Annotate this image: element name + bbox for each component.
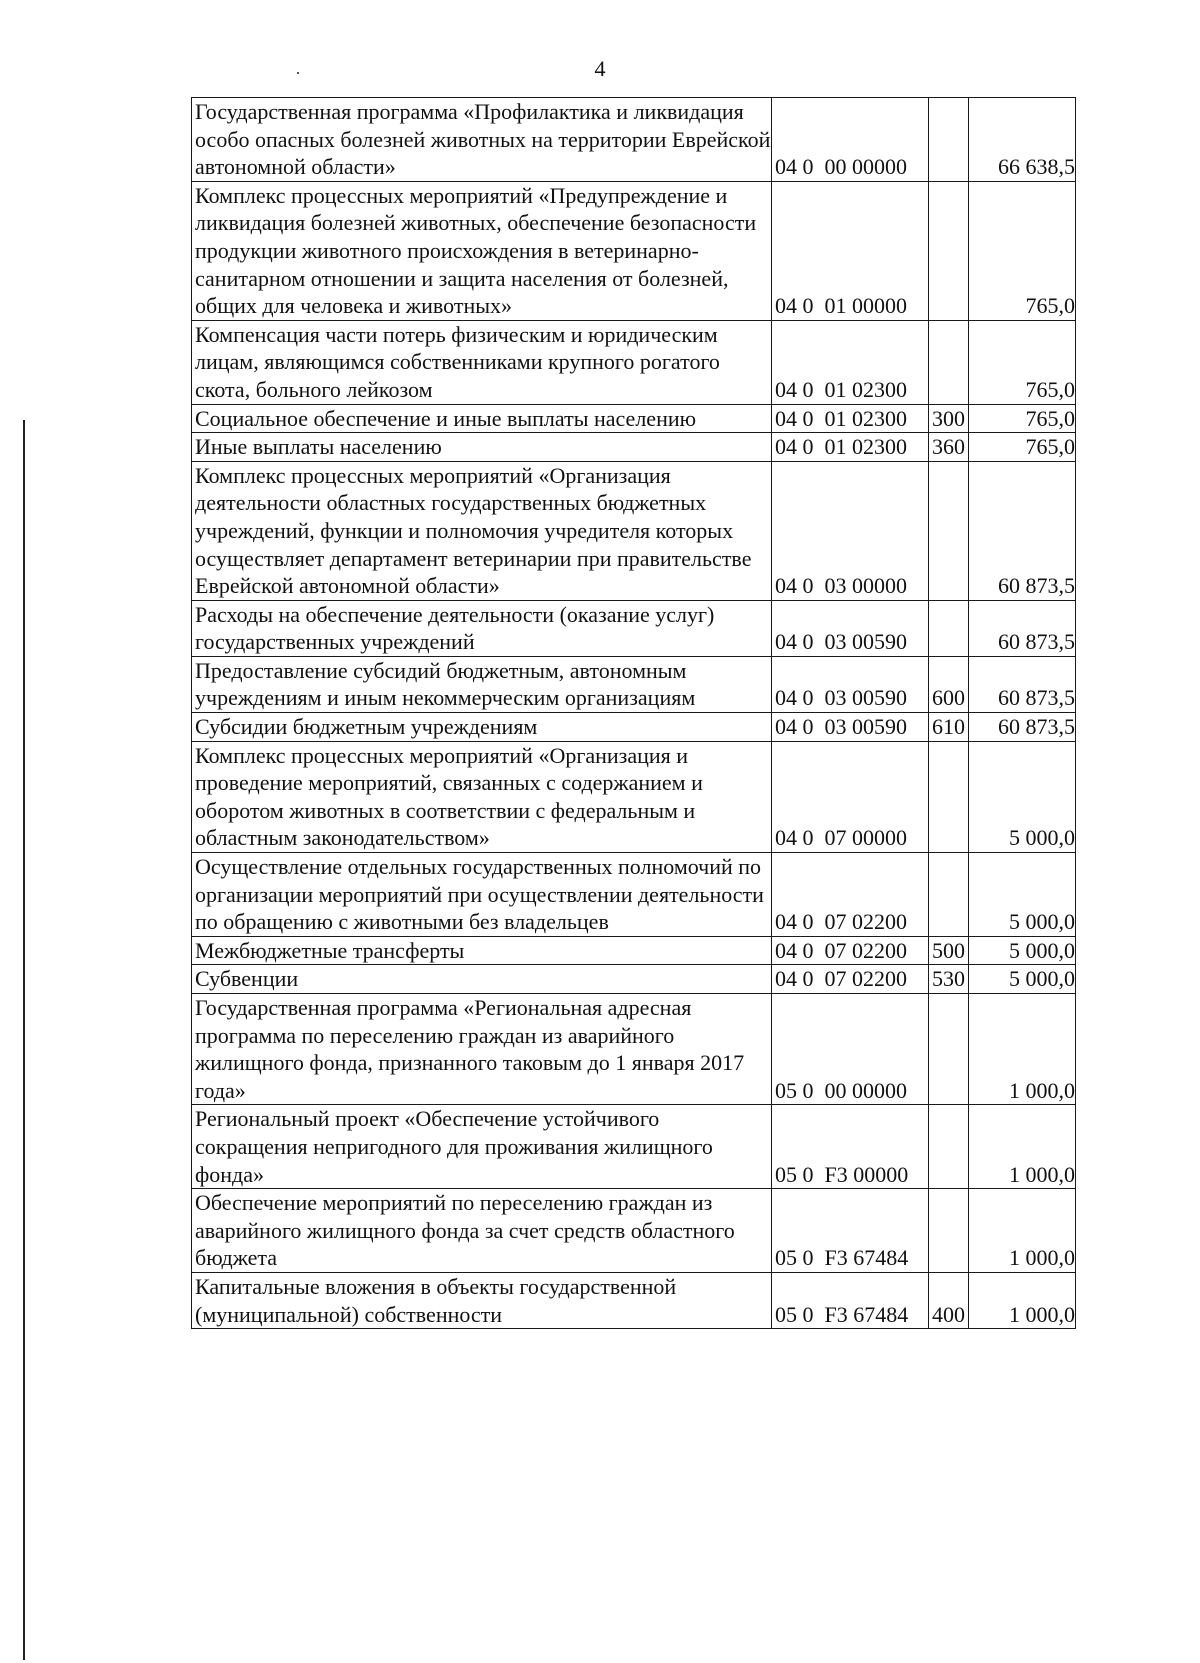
row-expense-type-cell (929, 600, 969, 656)
row-expense-type-cell: 600 (929, 656, 969, 712)
row-expense-type-cell (929, 461, 969, 600)
row-expense-type-cell (929, 98, 969, 182)
row-name-cell: Осуществление отдельных государственных полномочий по организации мероприятий при осуществлении деятельности по обращению с животными без владельцев (192, 853, 772, 937)
row-expense-type-cell: 530 (929, 965, 969, 994)
table-row (192, 936, 1076, 965)
table-row (192, 461, 1076, 600)
row-target-code-cell: 04 0 01 02300 (772, 320, 929, 404)
row-name-cell: Региональный проект «Обеспечение устойчивого сокращения непригодного для проживания жилищного фонда» (192, 1105, 772, 1189)
row-name-cell: Расходы на обеспечение деятельности (оказание услуг) государственных учреждений (192, 600, 772, 656)
row-target-code-cell: 04 0 03 00000 (772, 461, 929, 600)
row-amount-cell: 60 873,5 (969, 656, 1076, 712)
row-target-code-cell: 04 0 03 00590 (772, 713, 929, 742)
table-row (192, 994, 1076, 1105)
row-expense-type-cell: 300 (929, 404, 969, 433)
row-amount-cell: 765,0 (969, 181, 1076, 320)
row-expense-type-cell (929, 1189, 969, 1273)
row-target-code-cell: 04 0 01 02300 (772, 433, 929, 462)
row-target-code-cell: 04 0 01 02300 (772, 404, 929, 433)
row-name-cell: Обеспечение мероприятий по переселению граждан из аварийного жилищного фонда за счет средств областного бюджета (192, 1189, 772, 1273)
row-name-cell: Иные выплаты населению (192, 433, 772, 462)
table-row (192, 1272, 1076, 1328)
row-target-code-cell: 05 0 F3 67484 (772, 1189, 929, 1273)
row-name-cell: Субсидии бюджетным учреждениям (192, 713, 772, 742)
row-amount-cell: 765,0 (969, 404, 1076, 433)
row-expense-type-cell: 400 (929, 1272, 969, 1328)
row-amount-cell: 5 000,0 (969, 741, 1076, 852)
row-expense-type-cell (929, 741, 969, 852)
table-row (192, 656, 1076, 712)
row-target-code-cell: 05 0 F3 67484 (772, 1272, 929, 1328)
row-target-code-cell: 04 0 07 02200 (772, 965, 929, 994)
row-amount-cell: 66 638,5 (969, 98, 1076, 182)
row-expense-type-cell: 360 (929, 433, 969, 462)
budget-table-body (192, 98, 1076, 1329)
row-target-code-cell: 05 0 F3 00000 (772, 1105, 929, 1189)
row-expense-type-cell: 500 (929, 936, 969, 965)
row-name-cell: Капитальные вложения в объекты государственной (муниципальной) собственности (192, 1272, 772, 1328)
row-amount-cell: 60 873,5 (969, 600, 1076, 656)
row-amount-cell: 5 000,0 (969, 853, 1076, 937)
row-amount-cell: 1 000,0 (969, 1105, 1076, 1189)
row-name-cell: Предоставление субсидий бюджетным, автономным учреждениям и иным некоммерческим организациям (192, 656, 772, 712)
row-expense-type-cell (929, 994, 969, 1105)
row-name-cell: Государственная программа «Региональная адресная программа по переселению граждан из аварийного жилищного фонда, признанного таковым до 1 января 2017 года» (192, 994, 772, 1105)
table-row (192, 713, 1076, 742)
row-expense-type-cell (929, 1105, 969, 1189)
row-name-cell: Компенсация части потерь физическим и юридическим лицам, являющимся собственниками крупного рогатого скота, больного лейкозом (192, 320, 772, 404)
row-expense-type-cell (929, 853, 969, 937)
row-target-code-cell: 04 0 01 00000 (772, 181, 929, 320)
table-row (192, 181, 1076, 320)
row-target-code-cell: 04 0 07 00000 (772, 741, 929, 852)
page-number: 4 (594, 56, 606, 81)
row-target-code-cell: 05 0 00 00000 (772, 994, 929, 1105)
row-target-code-cell: 04 0 07 02200 (772, 936, 929, 965)
row-expense-type-cell (929, 320, 969, 404)
row-amount-cell: 1 000,0 (969, 994, 1076, 1105)
row-amount-cell: 60 873,5 (969, 461, 1076, 600)
row-expense-type-cell (929, 181, 969, 320)
row-name-cell: Социальное обеспечение и иные выплаты населению (192, 404, 772, 433)
row-target-code-cell: 04 0 07 02200 (772, 853, 929, 937)
table-row (192, 965, 1076, 994)
row-amount-cell: 1 000,0 (969, 1189, 1076, 1273)
row-name-cell: Комплекс процессных мероприятий «Организация и проведение мероприятий, связанных с содержанием и оборотом животных в соответствии с федеральным и областным законодательством» (192, 741, 772, 852)
row-name-cell: Государственная программа «Профилактика и ликвидация особо опасных болезней животных на территории Еврейской автономной области» (192, 98, 772, 182)
table-row (192, 853, 1076, 937)
table-row (192, 320, 1076, 404)
scan-margin-line (23, 420, 25, 1660)
table-row (192, 433, 1076, 462)
row-amount-cell: 1 000,0 (969, 1272, 1076, 1328)
table-row (192, 404, 1076, 433)
row-amount-cell: 60 873,5 (969, 713, 1076, 742)
row-amount-cell: 765,0 (969, 433, 1076, 462)
row-name-cell: Комплекс процессных мероприятий «Организация деятельности областных государственных бюджетных учреждений, функции и полномочия учредителя которых осуществляет департамент ветеринарии при правительстве Еврейской автономной области» (192, 461, 772, 600)
row-target-code-cell: 04 0 00 00000 (772, 98, 929, 182)
table-row (192, 600, 1076, 656)
row-name-cell: Субвенции (192, 965, 772, 994)
table-row (192, 98, 1076, 182)
row-name-cell: Комплекс процессных мероприятий «Предупреждение и ликвидация болезней животных, обеспечение безопасности продукции животного происхождения в ветеринарно-санитарном отношении и защита населения от болезней, общих для человека и животных» (192, 181, 772, 320)
row-target-code-cell: 04 0 03 00590 (772, 600, 929, 656)
table-row (192, 1105, 1076, 1189)
row-expense-type-cell: 610 (929, 713, 969, 742)
row-amount-cell: 5 000,0 (969, 936, 1076, 965)
row-amount-cell: 765,0 (969, 320, 1076, 404)
table-row (192, 1189, 1076, 1273)
scan-dot (297, 72, 299, 74)
table-row (192, 741, 1076, 852)
row-target-code-cell: 04 0 03 00590 (772, 656, 929, 712)
row-name-cell: Межбюджетные трансферты (192, 936, 772, 965)
row-amount-cell: 5 000,0 (969, 965, 1076, 994)
budget-table (191, 97, 1076, 1329)
